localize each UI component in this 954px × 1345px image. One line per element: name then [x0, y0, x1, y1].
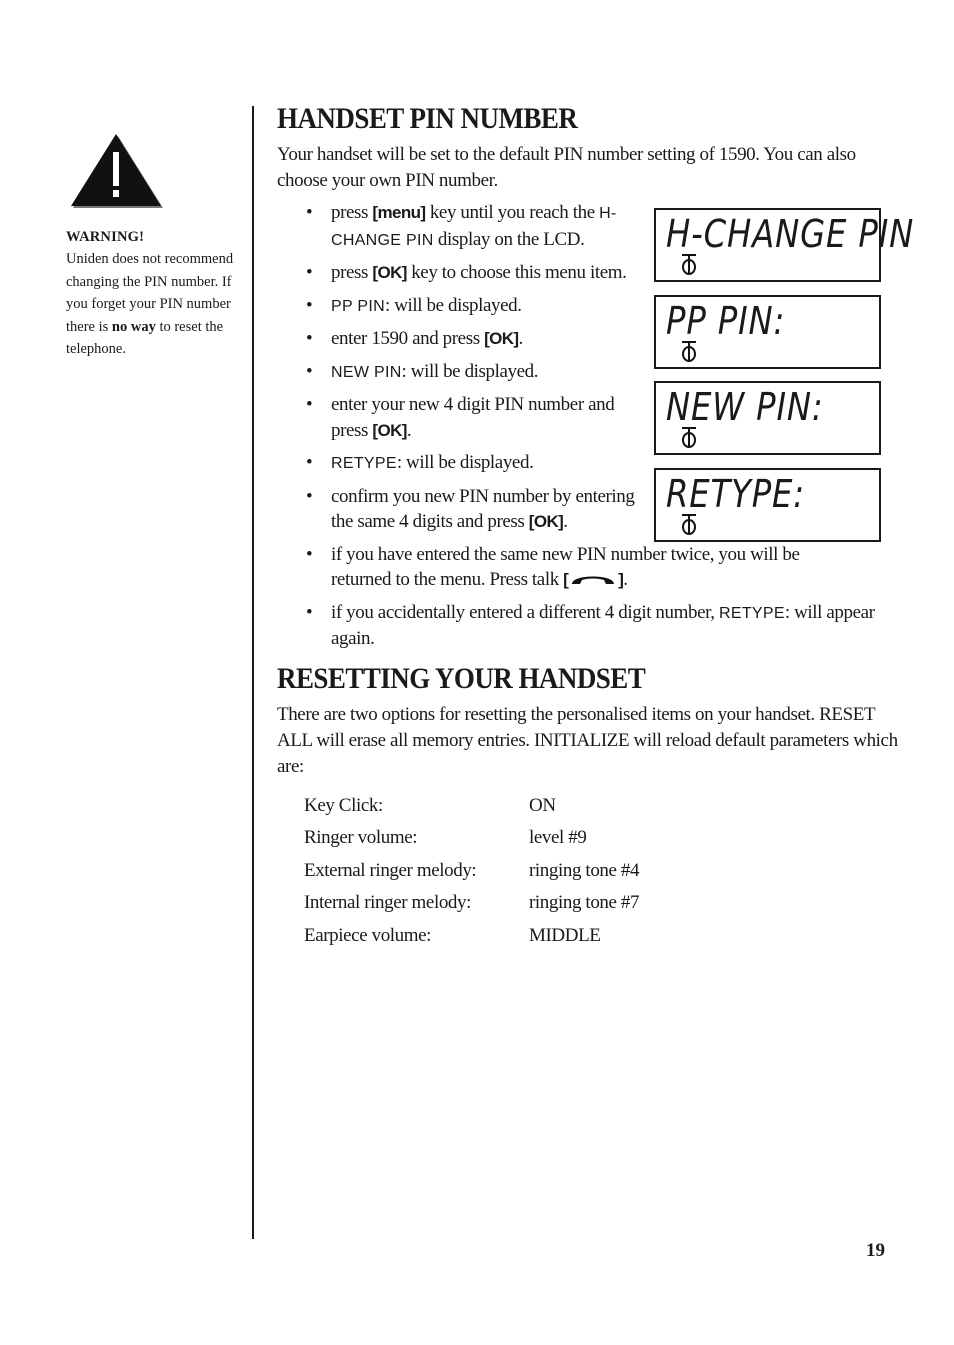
table-row: External ringer melody: ringing tone #4 [304, 859, 640, 881]
list-item: • enter 1590 and press [OK]. [306, 328, 523, 349]
talk-phone-icon [568, 570, 618, 588]
warning-title: WARNING! [66, 229, 145, 245]
step-list [277, 200, 902, 652]
table-row: Ringer volume: level #9 [304, 827, 587, 848]
table-row: Key Click: ON [304, 794, 556, 816]
list-item: • press [menu] key until you reach the H-CHANGE PIN display on the LCD. [306, 202, 617, 250]
list-item: • if you accidentally entered a different 4 digit number, RETYPE: will appear again. [306, 601, 875, 649]
lcd-text: H-CHANGE PIN [666, 212, 915, 256]
page-number: 19 [866, 1240, 885, 1261]
list-item: • if you have entered the same new PIN number twice, you will be returned to the menu. Press talk [ ]. [306, 543, 800, 590]
intro-paragraph: Your handset will be set to the default PIN number setting of 1590. You can also choose your own PIN number. [277, 144, 856, 191]
warning-text: Uniden does not recommend changing the PIN number. If you forget your PIN number there is no way to reset the telephone. [66, 251, 234, 358]
default-settings-table [304, 790, 902, 953]
lcd-text: NEW PIN: [666, 385, 824, 429]
warning-sidebar [66, 130, 246, 361]
section-title-resetting: RESETTING YOUR HANDSET [277, 661, 646, 695]
list-item: • press [OK] key to choose this menu item. [306, 262, 627, 283]
reset-intro-paragraph: There are two options for resetting the personalised items on your handset. RESET ALL will erase all memory entries. INITIALIZE will reload default parameters which are: [277, 703, 898, 777]
main-content [277, 102, 902, 952]
table-row: Internal ringer melody: ringing tone #7 [304, 892, 640, 913]
table-row: Earpiece volume: MIDDLE [304, 924, 601, 946]
section-title-handset-pin: HANDSET PIN NUMBER [277, 102, 578, 135]
list-item: • RETYPE: will be displayed. [306, 452, 534, 473]
warning-triangle-icon [66, 130, 166, 210]
list-item: • confirm you new PIN number by entering the same 4 digits and press [OK]. [306, 485, 635, 532]
lcd-text: PP PIN: [666, 299, 786, 343]
column-divider [252, 106, 254, 1239]
list-item: • enter your new 4 digit PIN number and press [OK]. [306, 394, 615, 441]
lcd-text: RETYPE: [666, 472, 806, 516]
list-item: • NEW PIN: will be displayed. [306, 360, 539, 382]
list-item: • PP PIN: will be displayed. [306, 294, 522, 316]
